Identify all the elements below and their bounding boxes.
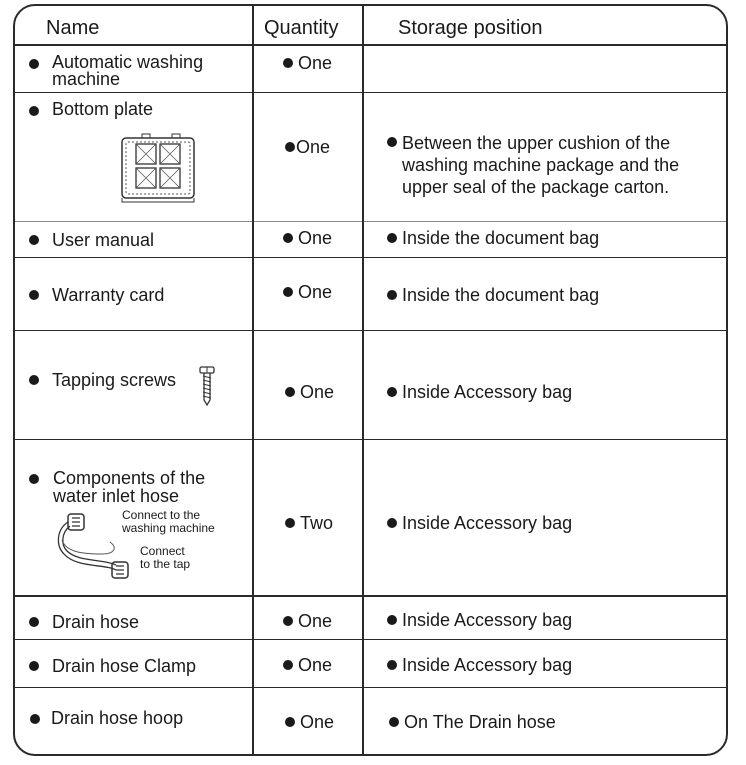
bullet	[29, 375, 39, 385]
item-storage: Inside the document bag	[402, 228, 600, 248]
hose-note-tap: Connect	[140, 544, 185, 558]
item-storage: Inside the document bag	[402, 285, 600, 305]
bullet	[285, 387, 295, 397]
item-storage: Inside Accessory bag	[402, 513, 573, 533]
bullet	[387, 660, 397, 670]
bullet	[283, 616, 293, 626]
item-storage: On The Drain hose	[404, 712, 556, 732]
item-storage: Inside Accessory bag	[402, 610, 573, 630]
item-quantity: Two	[300, 513, 334, 533]
item-name: Warranty card	[52, 285, 165, 305]
bullet	[285, 142, 295, 152]
item-storage: washing machine package and the	[402, 155, 680, 175]
bullet	[283, 660, 293, 670]
bullet	[285, 518, 295, 528]
item-quantity: One	[298, 228, 333, 248]
row-divider	[13, 330, 728, 331]
bullet	[29, 106, 39, 116]
bullet	[389, 717, 399, 727]
bullet	[387, 387, 397, 397]
row-divider	[13, 221, 728, 222]
bullet	[283, 233, 293, 243]
item-quantity: One	[300, 382, 335, 402]
bullet	[29, 235, 39, 245]
item-name: Tapping screws	[52, 370, 177, 390]
row-divider	[13, 639, 728, 640]
hose-note-tap: to the tap	[140, 557, 191, 571]
column-divider-quantity-storage	[362, 4, 364, 756]
bottom-plate-illustration-icon	[120, 134, 196, 204]
header-storage-position: Storage position	[398, 17, 543, 39]
bullet	[283, 58, 293, 68]
item-quantity: One	[296, 137, 331, 157]
bullet	[387, 233, 397, 243]
item-name: Bottom plate	[52, 99, 154, 119]
bullet	[29, 617, 39, 627]
item-storage: Between the upper cushion of the	[402, 133, 671, 153]
item-quantity: One	[298, 282, 333, 302]
bullet	[29, 474, 39, 484]
item-name: Drain hose Clamp	[52, 656, 197, 676]
hose-note-machine: washing machine	[122, 521, 215, 535]
bullet	[387, 615, 397, 625]
bullet	[285, 717, 295, 727]
row-divider	[13, 595, 728, 597]
item-name: Drain hose	[52, 612, 140, 632]
header-quantity: Quantity	[264, 17, 339, 39]
bullet	[387, 290, 397, 300]
row-divider	[13, 439, 728, 440]
header-rule	[13, 44, 728, 46]
item-quantity: One	[300, 712, 335, 732]
bullet	[29, 59, 39, 69]
item-name: Drain hose hoop	[51, 708, 184, 728]
item-storage: Inside Accessory bag	[402, 655, 573, 675]
bullet	[29, 290, 39, 300]
item-storage: upper seal of the package carton.	[402, 177, 670, 197]
row-divider	[13, 92, 728, 93]
item-name: machine	[52, 69, 121, 89]
item-storage: Inside Accessory bag	[402, 382, 573, 402]
row-divider	[13, 687, 728, 688]
hose-note-machine: Connect to the	[122, 508, 201, 522]
item-quantity: One	[298, 655, 333, 675]
column-divider-name-quantity	[252, 4, 254, 756]
row-divider	[13, 257, 728, 258]
bullet	[387, 137, 397, 147]
item-quantity: One	[298, 53, 333, 73]
item-name: water inlet hose	[53, 486, 180, 506]
bullet	[283, 287, 293, 297]
item-name: Automatic washing	[52, 52, 204, 72]
bullet	[387, 518, 397, 528]
bullet	[29, 661, 39, 671]
tapping-screw-illustration-icon	[199, 366, 215, 406]
item-name: User manual	[52, 230, 155, 250]
header-name: Name	[46, 17, 100, 39]
bullet	[30, 714, 40, 724]
item-name: Components of the	[53, 468, 206, 488]
item-quantity: One	[298, 611, 333, 631]
